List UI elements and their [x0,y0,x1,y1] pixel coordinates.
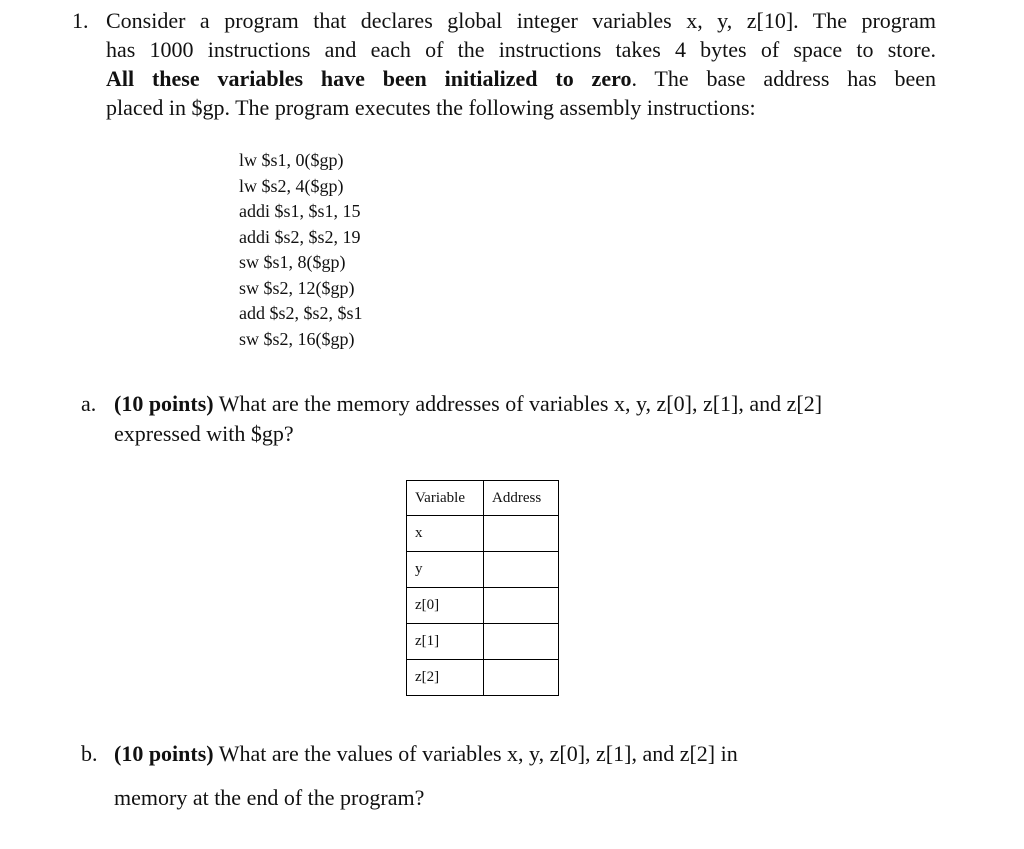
part-b-question [114,739,934,813]
initialized-zero-emphasis: All these variables have been initialized to zero [106,66,632,91]
part-b-points: (10 points) [114,741,214,766]
code-line: lw $s2, 4($gp) [239,175,344,196]
variable-cell: x [407,516,484,552]
table-row [407,588,559,624]
address-cell [484,660,559,696]
variable-cell: z[0] [407,588,484,624]
part-b-label: b. [81,741,98,766]
table-header-variable: Variable [407,481,484,516]
table-header-address: Address [484,481,559,516]
part-a-text-line-1: What are the memory addresses of variables x, y, z[0], z[1], and z[2] [213,391,823,416]
question-line-1: Consider a program that declares global integer variables x, y, z[10]. The program [106,8,936,33]
part-b-text-line-2: memory at the end of the program? [114,785,425,810]
question-line-3 [106,64,936,93]
address-cell [484,552,559,588]
question-line-2: has 1000 instructions and each of the instructions takes 4 bytes of space to store. [106,37,936,62]
table-row [407,516,559,552]
variable-cell: y [407,552,484,588]
table-header-row [407,481,559,516]
table-row [407,660,559,696]
part-a-question [114,389,934,449]
code-line: sw $s1, 8($gp) [239,252,346,272]
address-cell [484,588,559,624]
variable-cell: z[1] [407,624,484,660]
question-line-3-rest: . The base address has been [631,66,936,91]
question-line-4: placed in $gp. The program executes the following assembly instructions: [106,95,756,120]
part-a-points: (10 points) [114,391,214,416]
code-line: sw $s2, 12($gp) [239,277,355,298]
address-cell [484,516,559,552]
code-line: add $s2, $s2, $s1 [239,303,363,323]
address-table [406,480,559,696]
table-row [407,552,559,588]
part-a-label: a. [81,391,97,416]
address-cell [484,624,559,660]
code-line: addi $s1, $s1, 15 [239,201,361,221]
table-row [407,624,559,660]
part-b-text-line-1: What are the values of variables x, y, z[0], z[1], and z[2] in [213,741,738,766]
code-line: lw $s1, 0($gp) [239,150,344,170]
code-line: addi $s2, $s2, 19 [239,226,361,247]
assembly-code-block [239,148,363,352]
part-a-text-line-2: expressed with $gp? [114,421,294,446]
variable-cell: z[2] [407,660,484,696]
code-line: sw $s2, 16($gp) [239,328,355,349]
question-text [106,6,936,122]
question-number: 1. [72,8,89,33]
